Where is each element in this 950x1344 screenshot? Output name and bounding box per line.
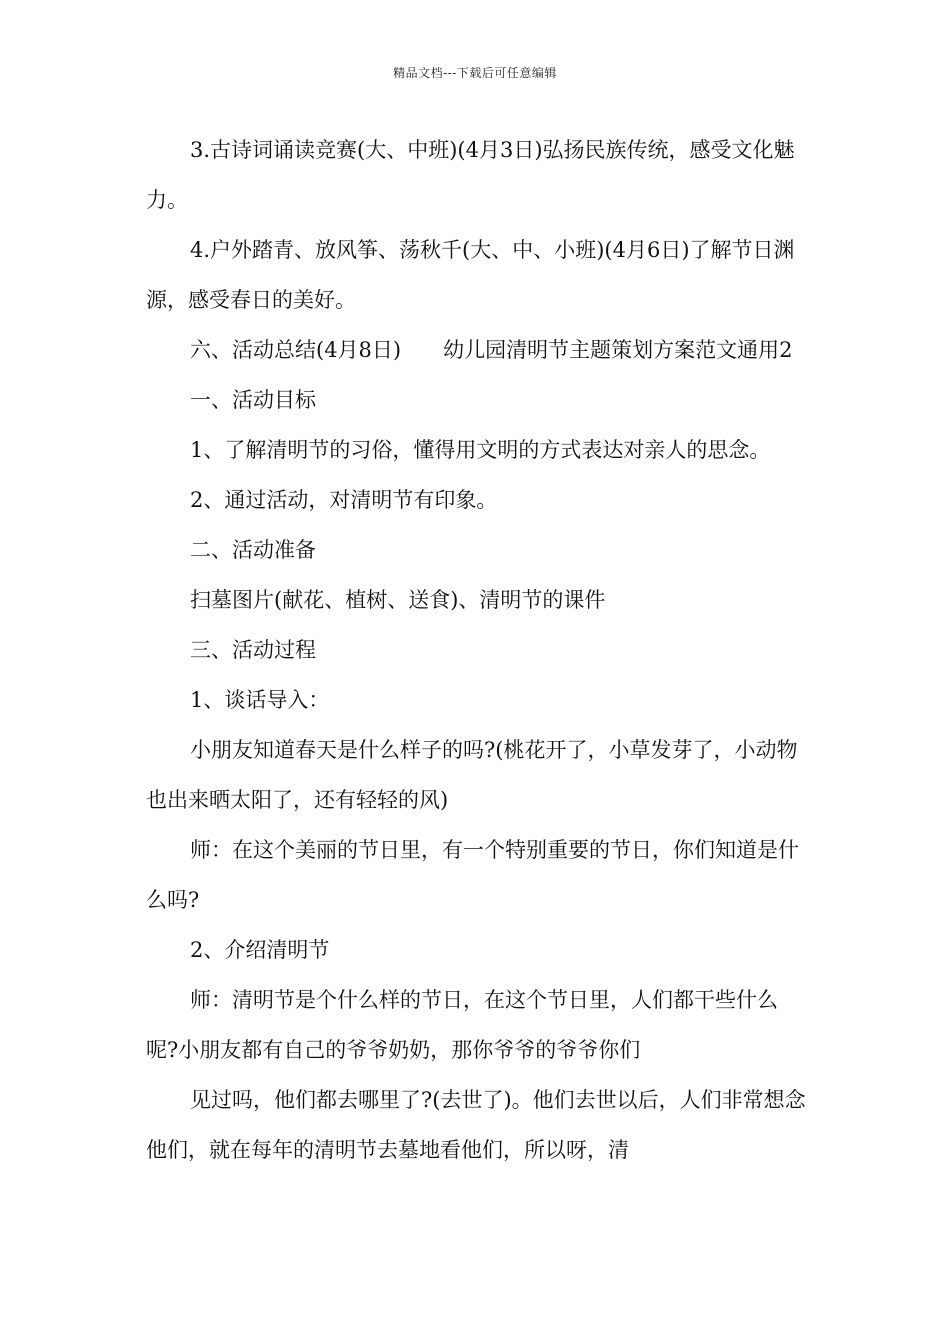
section-heading: 三、活动过程 [190, 638, 316, 662]
paragraph: 六、活动总结(4月8日) 幼儿园清明节主题策划方案范文通用2 [190, 338, 793, 362]
page-header: 精品文档---下载后可任意编辑 [393, 66, 557, 80]
paragraph: 2、通过活动，对清明节有印象。 [190, 488, 498, 512]
section-heading: 一、活动目标 [190, 388, 316, 412]
paragraph: 扫墓图片(献花、植树、送食)、清明节的课件 [190, 588, 606, 612]
paragraph: 1、谈话导入： [190, 688, 330, 712]
section-heading: 二、活动准备 [190, 538, 316, 562]
paragraph: 2、介绍清明节 [190, 938, 330, 962]
paragraph: 1、了解清明节的习俗，懂得用文明的方式表达对亲人的思念。 [190, 438, 771, 462]
document-body [146, 125, 808, 1175]
paragraph: 师：清明节是个什么样的节日，在这个节日里，人们都干些什么呢?小朋友都有自己的爷爷奶奶，那你爷爷的爷爷你们 [146, 988, 778, 1062]
paragraph: 4.户外踏青、放风筝、荡秋千(大、中、小班)(4月6日)了解节日渊源，感受春日的美好。 [146, 238, 795, 312]
paragraph: 见过吗，他们都去哪里了?(去世了)。他们去世以后，人们非常想念他们，就在每年的清明节去墓地看他们，所以呀，清 [146, 1088, 806, 1162]
paragraph: 小朋友知道春天是什么样子的吗?(桃花开了，小草发芽了，小动物也出来晒太阳了，还有轻轻的风) [146, 738, 798, 812]
paragraph: 师：在这个美丽的节日里，有一个特别重要的节日，你们知道是什么吗? [146, 838, 799, 912]
paragraph: 3.古诗词诵读竞赛(大、中班)(4月3日)弘扬民族传统，感受文化魅力。 [146, 138, 795, 212]
